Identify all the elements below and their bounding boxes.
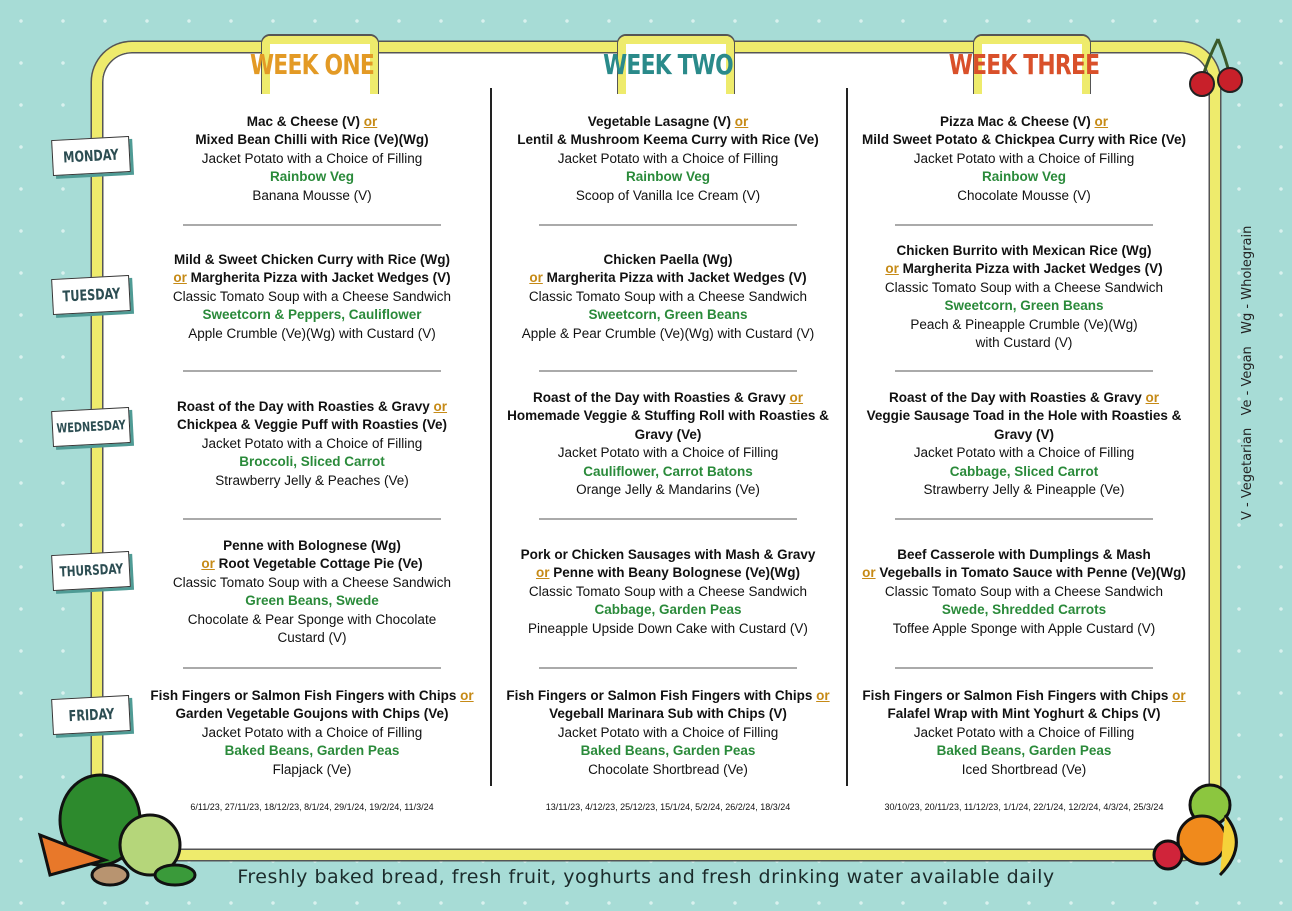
menu-item-text: Classic Tomato Soup with a Cheese Sandwich	[172, 574, 452, 590]
menu-line	[558, 150, 779, 169]
menu-cell-monday	[852, 98, 1196, 220]
menu-line	[893, 620, 1155, 639]
menu-line	[201, 555, 422, 574]
menu-line	[202, 150, 423, 169]
menu-line	[603, 251, 732, 270]
menu-line	[994, 426, 1054, 445]
or-separator: or	[1145, 389, 1160, 405]
menu-line	[188, 611, 436, 630]
menu-line	[174, 251, 450, 270]
menu-item-text: Mild & Sweet Chicken Curry with Rice (Wg)	[173, 251, 451, 267]
week-one-dates: 6/11/23, 27/11/23, 18/12/23, 8/1/24, 29/1/24, 19/2/24, 11/3/24	[190, 802, 434, 812]
menu-item-text: Baked Beans, Garden Peas	[580, 743, 756, 759]
menu-line	[885, 279, 1163, 298]
menu-item-text: Banana Mousse (V)	[252, 187, 372, 203]
vegetable-line	[583, 463, 753, 482]
menu-line	[173, 574, 451, 593]
menu-item-text: Apple Crumble (Ve)(Wg) with Custard (V)	[188, 325, 436, 341]
menu-item-text: Garden Vegetable Goujons with Chips (Ve)	[175, 706, 449, 722]
vegetable-line	[942, 601, 1106, 620]
menu-line	[885, 583, 1163, 602]
menu-line	[173, 269, 450, 288]
menu-item-text: Margherita Pizza with Jacket Wedges (V)	[546, 270, 807, 286]
vegetable-line	[202, 306, 421, 325]
menu-item-text: Mac & Cheese (V)	[246, 113, 361, 129]
menu-line	[529, 288, 807, 307]
menu-cell-friday	[496, 672, 840, 794]
row-separator	[895, 518, 1153, 520]
menu-line	[521, 546, 816, 565]
menu-item-text: Mild Sweet Potato & Chickpea Curry with Rice (Ve)	[861, 132, 1187, 148]
menu-item-text: Jacket Potato with a Choice of Filling	[201, 150, 423, 166]
menu-item-text: Rainbow Veg	[625, 169, 710, 185]
menu-item-text: Chocolate & Pear Sponge with Chocolate	[187, 611, 437, 627]
vegetable-line	[944, 297, 1103, 316]
or-separator: or	[201, 556, 215, 571]
menu-line	[202, 724, 423, 743]
menu-line	[976, 334, 1073, 353]
menu-item-text: Chicken Paella (Wg)	[603, 251, 733, 267]
menu-item-text: Green Beans, Swede	[245, 593, 379, 608]
menu-item-text: Apple & Pear Crumble (Ve)(Wg) with Custard (V)	[521, 325, 815, 341]
vegetable-line	[626, 168, 710, 187]
menu-cell-monday	[140, 98, 484, 220]
menu-line	[533, 389, 803, 408]
or-separator: or	[789, 389, 804, 405]
menu-line	[897, 546, 1151, 565]
menu-line	[962, 761, 1087, 780]
menu-item-text: Classic Tomato Soup with a Cheese Sandwich	[884, 583, 1164, 599]
menu-item-text: Classic Tomato Soup with a Cheese Sandwich	[528, 583, 808, 599]
menu-item-text: Fish Fingers or Salmon Fish Fingers with Chips	[150, 687, 457, 703]
menu-item-text: Falafel Wrap with Mint Yoghurt & Chips (V)	[887, 706, 1161, 722]
menu-line	[177, 416, 447, 435]
menu-item-text: Toffee Apple Sponge with Apple Custard (V)	[892, 620, 1156, 636]
menu-item-text: Pizza Mac & Cheese (V)	[939, 113, 1091, 129]
day-label-thursday: THURSDAY	[51, 551, 131, 591]
week-two-dates: 13/11/23, 4/12/23, 25/12/23, 15/1/24, 5/2/24, 26/2/24, 18/3/24	[545, 802, 791, 812]
day-label-wednesday: WEDNESDAY	[51, 407, 131, 447]
menu-item-text: Roast of the Day with Roasties & Gravy	[888, 389, 1142, 405]
or-separator: or	[816, 687, 830, 703]
menu-cell-wednesday	[496, 374, 840, 514]
row-separator	[183, 667, 441, 669]
menu-item-text: with Custard (V)	[975, 335, 1073, 350]
menu-line	[175, 705, 448, 724]
vegetable-line	[588, 306, 747, 325]
row-separator	[539, 224, 797, 226]
menu-line	[506, 687, 829, 706]
vegetable-line	[950, 463, 1099, 482]
menu-line	[195, 131, 428, 150]
menu-cell-tuesday	[852, 228, 1196, 366]
day-label-tuesday: TUESDAY	[51, 275, 131, 315]
menu-item-text: Peach & Pineapple Crumble (Ve)(Wg)	[910, 316, 1138, 332]
diet-legend: V - Vegetarian Ve - Vegan Wg - Wholegrain	[1240, 225, 1255, 520]
menu-item-text: Rainbow Veg	[981, 169, 1066, 185]
menu-line	[867, 407, 1182, 426]
day-label-friday: FRIDAY	[51, 695, 131, 735]
menu-item-text: Penne with Beany Bolognese (Ve)(Wg)	[553, 565, 801, 581]
menu-item-text: Jacket Potato with a Choice of Filling	[913, 445, 1135, 460]
menu-item-text: Cauliflower, Carrot Batons	[583, 463, 753, 479]
row-separator	[539, 370, 797, 372]
menu-line	[862, 131, 1186, 150]
menu-line	[536, 564, 800, 583]
menu-line	[889, 389, 1159, 408]
menu-line	[522, 325, 815, 344]
menu-item-text: Margherita Pizza with Jacket Wedges (V)	[190, 270, 451, 286]
row-separator	[895, 667, 1153, 669]
menu-line	[273, 761, 352, 780]
menu-item-text: Pineapple Upside Down Cake with Custard (V)	[528, 620, 808, 636]
menu-item-text: Homemade Veggie & Stuffing Roll with Roasties &	[507, 408, 829, 423]
menu-item-text: Fish Fingers or Salmon Fish Fingers with Chips	[862, 687, 1169, 703]
menu-item-text: Jacket Potato with a Choice of Filling	[557, 724, 779, 740]
or-separator: or	[363, 113, 378, 129]
menu-cell-thursday	[140, 522, 484, 662]
menu-line	[914, 724, 1135, 743]
menu-item-text: Sweetcorn, Green Beans	[944, 298, 1104, 313]
row-separator	[183, 518, 441, 520]
menu-line	[888, 705, 1161, 724]
row-separator	[539, 518, 797, 520]
menu-item-text: Vegetable Lasagne (V)	[587, 113, 732, 129]
menu-item-text: Cabbage, Garden Peas	[594, 602, 742, 618]
menu-line	[558, 444, 779, 463]
menu-line	[517, 131, 819, 150]
menu-line	[576, 187, 760, 206]
day-label-monday: MONDAY	[51, 136, 131, 176]
or-separator: or	[885, 261, 899, 276]
menu-line	[576, 481, 760, 500]
menu-line	[188, 325, 436, 344]
menu-line	[957, 187, 1091, 206]
menu-item-text: Mixed Bean Chilli with Rice (Ve)(Wg)	[195, 132, 429, 148]
menu-item-text: Custard (V)	[277, 630, 347, 645]
menu-line	[202, 435, 423, 454]
or-separator: or	[433, 398, 448, 414]
menu-item-text: Gravy (Ve)	[634, 426, 702, 442]
menu-item-text: Vegeballs in Tomato Sauce with Penne (Ve)(Wg)	[879, 565, 1186, 581]
vegetable-line	[245, 592, 379, 611]
footer-note: Freshly baked bread, fresh fruit, yoghurts and fresh drinking water available daily	[237, 866, 1055, 888]
menu-item-text: Vegeball Marinara Sub with Chips (V)	[549, 706, 787, 722]
or-separator: or	[1172, 687, 1186, 703]
row-separator	[895, 224, 1153, 226]
or-separator: or	[1094, 113, 1109, 129]
week-one-title: WEEK ONE	[250, 48, 374, 81]
or-separator: or	[529, 270, 543, 286]
vegetables-illustration-icon	[30, 765, 200, 895]
vegetable-line	[239, 453, 385, 472]
row-separator	[895, 370, 1153, 372]
menu-line	[588, 113, 749, 132]
menu-line	[588, 761, 748, 780]
menu-line	[173, 288, 451, 307]
or-separator: or	[734, 113, 749, 129]
menu-item-text: Flapjack (Ve)	[272, 761, 352, 777]
menu-line	[862, 564, 1186, 583]
menu-line	[914, 444, 1135, 463]
menu-line	[923, 481, 1124, 500]
vegetable-line	[982, 168, 1066, 187]
or-separator: or	[535, 565, 550, 581]
menu-item-text: Classic Tomato Soup with a Cheese Sandwich	[172, 288, 452, 304]
row-separator	[183, 370, 441, 372]
menu-item-text: Chickpea & Veggie Puff with Roasties (Ve)	[176, 417, 448, 433]
row-separator	[183, 224, 441, 226]
vegetable-line	[225, 742, 400, 761]
menu-item-text: Lentil & Mushroom Keema Curry with Rice (Ve)	[517, 132, 819, 148]
menu-line	[635, 426, 702, 445]
menu-cell-wednesday	[852, 374, 1196, 514]
vegetable-line	[581, 742, 756, 761]
menu-item-text: Chicken Burrito with Mexican Rice (Wg)	[896, 242, 1152, 258]
menu-item-text: Jacket Potato with a Choice of Filling	[557, 445, 779, 460]
menu-item-text: Cabbage, Sliced Carrot	[949, 463, 1099, 479]
row-separator	[539, 667, 797, 669]
menu-item-text: Strawberry Jelly & Pineapple (Ve)	[923, 482, 1125, 497]
menu-line	[549, 705, 787, 724]
menu-item-text: Jacket Potato with a Choice of Filling	[913, 724, 1135, 740]
menu-line	[215, 472, 409, 491]
menu-item-text: Roast of the Day with Roasties & Gravy	[176, 398, 430, 414]
menu-line	[150, 687, 473, 706]
menu-cell-tuesday	[496, 228, 840, 366]
menu-item-text: Broccoli, Sliced Carrot	[239, 454, 385, 470]
menu-item-text: Roast of the Day with Roasties & Gravy	[532, 389, 786, 405]
menu-item-text: Jacket Potato with a Choice of Filling	[913, 150, 1135, 166]
menu-cell-thursday	[852, 522, 1196, 662]
menu-line	[885, 260, 1162, 279]
menu-line	[910, 316, 1137, 335]
menu-line	[896, 242, 1151, 261]
menu-line	[940, 113, 1108, 132]
menu-cell-tuesday	[140, 228, 484, 366]
menu-line	[247, 113, 378, 132]
week-two-title: WEEK TWO	[603, 48, 733, 81]
menu-item-text: Pork or Chicken Sausages with Mash & Gravy	[520, 546, 816, 562]
menu-item-text: Jacket Potato with a Choice of Filling	[201, 435, 423, 451]
menu-item-text: Jacket Potato with a Choice of Filling	[557, 150, 779, 166]
menu-line	[529, 583, 807, 602]
column-divider	[846, 88, 848, 786]
menu-line	[862, 687, 1185, 706]
menu-item-text: Jacket Potato with a Choice of Filling	[201, 724, 423, 740]
menu-line	[914, 150, 1135, 169]
menu-item-text: Chocolate Shortbread (Ve)	[588, 761, 748, 777]
menu-item-text: Beef Casserole with Dumplings & Mash	[897, 546, 1151, 562]
menu-item-text: Rainbow Veg	[269, 169, 354, 185]
menu-item-text: Chocolate Mousse (V)	[957, 187, 1091, 203]
menu-line	[528, 620, 808, 639]
menu-line	[223, 537, 401, 556]
menu-item-text: Margherita Pizza with Jacket Wedges (V)	[902, 261, 1163, 276]
menu-item-text: Baked Beans, Garden Peas	[936, 743, 1112, 759]
menu-item-text: Classic Tomato Soup with a Cheese Sandwich	[528, 288, 808, 304]
menu-line	[558, 724, 779, 743]
menu-item-text: Iced Shortbread (Ve)	[961, 761, 1087, 777]
vegetable-line	[594, 601, 741, 620]
vegetable-line	[937, 742, 1112, 761]
menu-item-text: Veggie Sausage Toad in the Hole with Roasties &	[866, 408, 1182, 423]
menu-item-text: Swede, Shredded Carrots	[941, 602, 1107, 618]
menu-line	[529, 269, 806, 288]
menu-item-text: Baked Beans, Garden Peas	[224, 743, 400, 759]
menu-item-text: Classic Tomato Soup with a Cheese Sandwich	[884, 279, 1164, 295]
cherries-icon	[1188, 34, 1248, 104]
menu-item-text: Root Vegetable Cottage Pie (Ve)	[218, 556, 423, 571]
menu-line	[507, 407, 829, 426]
menu-item-text: Orange Jelly & Mandarins (Ve)	[576, 482, 760, 497]
menu-item-text: Sweetcorn, Green Beans	[588, 307, 748, 323]
menu-cell-wednesday	[140, 374, 484, 514]
menu-item-text: Scoop of Vanilla Ice Cream (V)	[575, 187, 761, 203]
menu-line	[177, 398, 447, 417]
or-separator: or	[173, 270, 187, 286]
menu-item-text: Gravy (V)	[993, 426, 1055, 442]
menu-line	[252, 187, 371, 206]
menu-cell-monday	[496, 98, 840, 220]
fruit-illustration-icon	[1140, 775, 1250, 885]
menu-item-text: Strawberry Jelly & Peaches (Ve)	[215, 472, 409, 488]
menu-item-text: Penne with Bolognese (Wg)	[223, 537, 401, 553]
menu-item-text: Sweetcorn & Peppers, Cauliflower	[202, 307, 422, 323]
or-separator: or	[862, 565, 876, 581]
menu-line	[277, 629, 346, 648]
menu-item-text: Fish Fingers or Salmon Fish Fingers with Chips	[506, 687, 813, 703]
or-separator: or	[460, 687, 474, 703]
week-three-dates: 30/10/23, 20/11/23, 11/12/23, 1/1/24, 22/1/24, 12/2/24, 4/3/24, 25/3/24	[884, 802, 1164, 812]
column-divider	[490, 88, 492, 786]
vegetable-line	[270, 168, 354, 187]
menu-cell-thursday	[496, 522, 840, 662]
week-three-title: WEEK THREE	[948, 48, 1100, 81]
